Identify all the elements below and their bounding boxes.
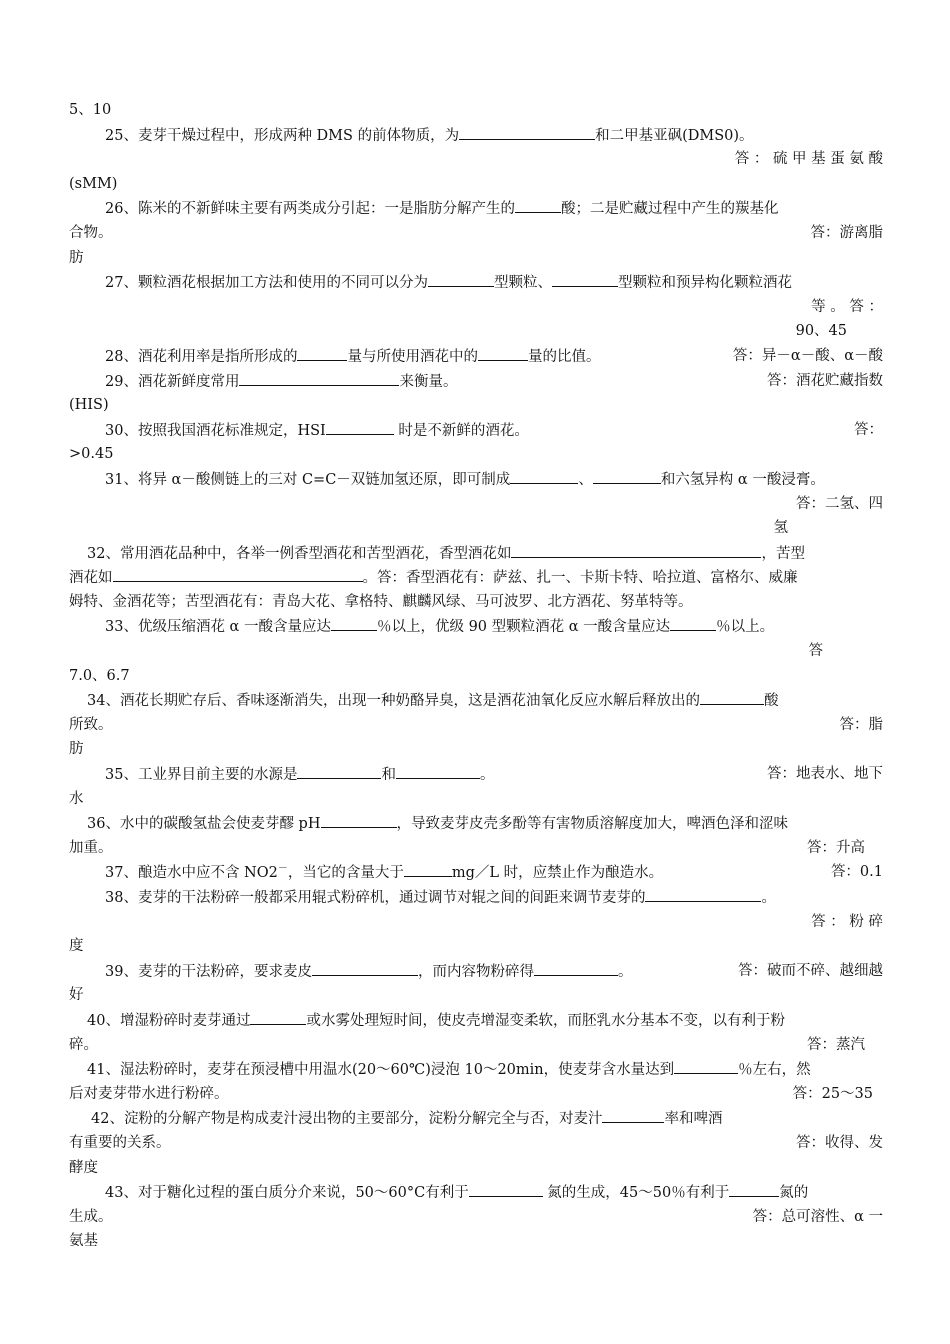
question-43	[69, 1180, 883, 1205]
text: 加重。	[69, 839, 113, 856]
answer-line	[69, 516, 883, 541]
answer-line	[69, 664, 883, 689]
text: 43、对于糖化过程的蛋白质分介来说，50～60°C有利于	[105, 1185, 469, 1202]
question-27	[69, 270, 883, 295]
text: 38、麦芽的干法粉碎一般都采用辊式粉碎机，通过调节对辊之间的间距来调节麦芽的	[105, 890, 646, 906]
text: 和	[381, 767, 396, 784]
answer-line	[69, 910, 883, 935]
text-line	[69, 713, 883, 738]
answer-blank[interactable]	[552, 270, 618, 287]
answer-blank[interactable]	[670, 614, 716, 631]
answer-blank[interactable]	[593, 467, 661, 484]
answer-blank[interactable]	[250, 1008, 306, 1025]
text: 28、酒花利用率是指所形成的	[105, 348, 298, 365]
text: 40、增湿粉碎时麦芽通过	[87, 1012, 251, 1029]
answer-line	[69, 737, 883, 762]
answer-text: 答：升高	[807, 839, 865, 856]
text: 生成。	[69, 1208, 113, 1225]
answer-text: 答：总可溶性、α 一	[752, 1208, 883, 1225]
text-line	[69, 590, 883, 615]
text: 34、酒花长期贮存后、香味逐渐消失，出现一种奶酪异臭，这是酒花油氧化反应水解后释放出的	[87, 693, 700, 710]
text: 酸；二是贮藏过程中产生的羰基化	[560, 201, 779, 218]
answer-blank[interactable]	[428, 270, 494, 287]
text: 31、将异 α－酸侧链上的三对 C=C－双链加氢还原，即可制成	[105, 471, 511, 488]
text: 25、麦芽干燥过程中，形成两种 DMS 的前体物质，为	[105, 127, 460, 144]
text-line	[69, 565, 883, 590]
text: 等 。 答 ：	[811, 298, 883, 315]
text: 32、常用酒花品种中，各举一例香型酒花和苦型酒花，香型酒花如	[87, 545, 512, 562]
text: ，而内容物粉碎得	[417, 963, 534, 980]
answer-line	[69, 492, 883, 517]
text: 42、淀粉的分解产物是构成麦汁浸出物的主要部分，淀粉分解完全与否，对麦汁	[91, 1111, 603, 1128]
text: 和六氢异构 α 一酸浸膏。	[660, 471, 825, 488]
text: 35、工业界目前主要的水源是	[105, 767, 298, 784]
text: ，导致麦芽皮壳多酚等有害物质溶解度加大，啤酒色泽和涩味	[396, 816, 788, 833]
answer-blank[interactable]	[469, 1180, 543, 1197]
answer-text: 肪	[69, 741, 84, 758]
answer-blank[interactable]	[478, 344, 528, 361]
answer-text: 答：地表水、地下	[767, 766, 883, 783]
text-line	[69, 1033, 883, 1058]
text-line	[69, 836, 883, 861]
answer-text: 氨基	[69, 1233, 98, 1250]
text: 姆特、金酒花等；苦型酒花有：青岛大花、拿格特、麒麟风绿、马可波罗、北方酒花、努革特等。	[69, 593, 693, 610]
text: 碎。	[69, 1036, 98, 1053]
answer-blank[interactable]	[396, 762, 480, 779]
text: ，当它的含量大于	[287, 865, 404, 882]
question-41	[69, 1057, 883, 1082]
answer-text: 水	[69, 790, 84, 807]
question-36	[69, 811, 883, 836]
text: 。	[479, 767, 495, 784]
question-38	[69, 885, 883, 910]
text: ，苦型	[761, 545, 805, 562]
question-30	[69, 418, 883, 443]
answer-blank[interactable]	[511, 541, 761, 558]
answer-text: 答：0.1	[830, 864, 883, 881]
answer-blank[interactable]	[113, 565, 363, 582]
answer-blank[interactable]	[326, 418, 394, 435]
answer-text: (HIS)	[69, 397, 109, 414]
question-42	[69, 1106, 883, 1131]
answer-blank[interactable]	[404, 860, 452, 877]
answer-blank[interactable]	[312, 959, 418, 976]
question-26	[69, 196, 883, 221]
answer-text: 度	[69, 938, 84, 955]
text: 29、酒花新鲜度常用	[105, 373, 240, 390]
answer-blank[interactable]	[331, 614, 377, 631]
answer-line	[69, 639, 883, 664]
text: 33、优级压缩酒花 α 一酸含量应达	[105, 619, 331, 636]
answer-blank[interactable]	[297, 344, 347, 361]
question-25	[69, 123, 883, 148]
text: 、	[578, 471, 593, 488]
answer-text: 答：脂	[839, 716, 883, 733]
text: 30、按照我国酒花标准规定，HSI	[105, 422, 326, 439]
text: 。答：香型酒花有：萨兹、扎一、卡斯卡特、哈拉道、富格尔、威廉	[362, 570, 798, 587]
question-39	[69, 959, 883, 984]
text: 37、酿造水中应不含 NO2	[105, 865, 278, 882]
answer-text: 答：收得、发	[796, 1134, 883, 1151]
text: 合物。	[69, 224, 113, 241]
text: 氮的	[779, 1185, 809, 1202]
answer-blank[interactable]	[602, 1106, 664, 1123]
text: 5、10	[69, 102, 112, 118]
text: 酒花如	[69, 570, 113, 587]
document-page	[69, 98, 883, 1254]
text-line	[69, 98, 883, 123]
text: 41、湿法粉碎时，麦芽在预浸槽中用温水(20～60℃)浸泡 10～20min，使麦芽含水量达到	[87, 1062, 675, 1079]
answer-line	[69, 147, 883, 172]
answer-line	[69, 983, 883, 1008]
text: 。	[617, 963, 633, 980]
answer-line	[69, 246, 883, 271]
answer-line	[69, 1229, 883, 1254]
text: 36、水中的碳酸氢盐会使麦芽醪 pH	[87, 816, 321, 833]
question-34	[69, 688, 883, 713]
text-line	[69, 295, 883, 320]
answer-blank[interactable]	[459, 123, 595, 140]
answer-text: (sMM)	[69, 175, 118, 192]
text: 39、麦芽的干法粉碎，要求麦皮	[105, 963, 312, 980]
question-29	[69, 369, 883, 394]
answer-blank[interactable]	[321, 811, 397, 828]
text: 时是不新鲜的酒花。	[393, 422, 529, 439]
answer-text: 答：蒸汽	[807, 1036, 865, 1053]
text-line	[69, 221, 883, 246]
answer-text: 答：25～35	[792, 1085, 873, 1102]
answer-line	[69, 172, 883, 197]
answer-text: 答 ： 硫 甲 基 蛋 氨 酸	[734, 151, 883, 168]
text: ％以上。	[716, 619, 775, 636]
text-line	[69, 1205, 883, 1230]
text-line	[69, 1082, 883, 1107]
answer-text: 答：	[854, 421, 883, 438]
text: mg／L 时，应禁止作为酿造水。	[451, 865, 664, 882]
question-28	[69, 344, 883, 369]
text: 型颗粒、	[493, 275, 552, 292]
text: 量与所使用酒花中的	[347, 348, 478, 365]
answer-text: 答：游离脂	[810, 224, 883, 241]
text: 或水雾处理短时间，使皮壳增湿变柔软，而胚乳水分基本不变，以有利于粉	[306, 1012, 785, 1029]
answer-text: 酵度	[69, 1159, 98, 1176]
answer-line	[69, 934, 883, 959]
answer-text: 答 ： 粉 碎	[811, 913, 883, 930]
text: 。	[761, 890, 776, 906]
answer-line	[69, 1156, 883, 1181]
superscript: －	[277, 863, 288, 875]
text: ％以上，优级 90 型颗粒酒花 α 一酸含量应达	[376, 619, 671, 636]
answer-text: 肪	[69, 249, 84, 266]
answer-text: >0.45	[69, 446, 114, 463]
answer-line	[69, 442, 883, 467]
question-33	[69, 614, 883, 639]
answer-line	[69, 319, 883, 344]
answer-text: 90、45	[795, 323, 847, 340]
text: 后对麦芽带水进行粉碎。	[69, 1085, 229, 1102]
answer-text: 答：二氢、四	[796, 495, 883, 512]
text: 型颗粒和预异构化颗粒酒花	[617, 275, 792, 292]
text-line	[69, 1131, 883, 1156]
answer-blank[interactable]	[534, 959, 618, 976]
text: 来衡量。	[399, 373, 458, 390]
text: 氮的生成，45～50％有利于	[542, 1185, 730, 1202]
text: 量的比值。	[527, 348, 601, 365]
answer-text: 7.0、6.7	[69, 667, 130, 684]
answer-blank[interactable]	[700, 688, 764, 705]
answer-line	[69, 787, 883, 812]
answer-text: 好	[69, 987, 84, 1004]
text: 27、颗粒酒花根据加工方法和使用的不同可以分为	[105, 275, 428, 292]
answer-text: 氢	[773, 520, 788, 537]
question-37	[69, 860, 883, 885]
text: ％左右，然	[738, 1062, 811, 1079]
answer-blank[interactable]	[674, 1057, 738, 1074]
answer-text: 答：破而不碎、越细越	[738, 962, 883, 979]
answer-text: 答：异－α－酸、α－酸	[732, 347, 883, 364]
question-35	[69, 762, 883, 787]
answer-blank[interactable]	[297, 762, 381, 779]
answer-blank[interactable]	[515, 196, 561, 213]
question-31	[69, 467, 883, 492]
answer-blank[interactable]	[510, 467, 578, 484]
answer-blank[interactable]	[645, 885, 761, 902]
question-32	[69, 541, 883, 566]
text: 和二甲基亚砜(DMS0)。	[595, 127, 754, 144]
question-40	[69, 1008, 883, 1033]
answer-text: 答	[808, 643, 823, 660]
text: 所致。	[69, 716, 113, 733]
answer-blank[interactable]	[239, 369, 399, 386]
text: 26、陈米的不新鲜味主要有两类成分引起：一是脂肪分解产生的	[105, 201, 515, 218]
answer-line	[69, 393, 883, 418]
text: 有重要的关系。	[69, 1134, 171, 1151]
answer-blank[interactable]	[729, 1180, 779, 1197]
text: 率和啤酒	[664, 1111, 723, 1128]
answer-text: 答：酒花贮藏指数	[767, 372, 883, 389]
text: 酸	[763, 693, 779, 710]
